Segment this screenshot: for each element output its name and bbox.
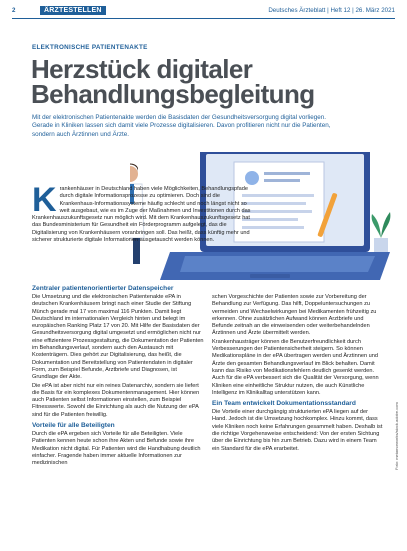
paragraph: Krankenhausträger können die Benutzerfreundlichkeit durch Verbesserungen der Patientensicherheit steigern. So können Medikationspläne in der ePA übertragen werden und Ärztinnen und Ärzte den gesamten Behandlungsverlauf im Blick behalten. Damit kann das Risiko von Medikationsfehlern deutlich gesenkt werden. Auch für die ePA verbessert sich die Qualität der Versorgung, wenn Kliniken eine einheitliche Struktur nutzen, die auch Künstliche Intelligenz im Klinikalltag unterstützen kann. <box>212 338 379 396</box>
intro-text: rankenhäuser in Deutschland haben viele Möglichkeiten, Behandlungspfade durch digitale Informationsprozesse zu optimieren. Doch sind die Krankenhaus-Informationssysteme häufig schlecht und noch längst nicht so weit ausgebaut, wie es im Zuge der Maßnahmen und Investitionen durch das Krankenhauszukunftsgesetz nun möglich wird. Mit dem Krankenhauszukunftsgesetz hat das Bundesministerium für Gesundheit ein Förderprogramm aufgelegt, das die Digitalisierung von Krankenhäusern voranbringen soll. Das heißt, dass künftig mehr und sicherer strukturierte digitale Informationen ausgetauscht werden können. <box>32 186 251 244</box>
paragraph: Die Vorteile einer durchgängig strukturierten ePA liegen auf der Hand. Jedoch ist die Umsetzung hochkomplex. Hinzu kommt, dass viele Kliniken noch keine Erfahrungen gesammelt haben. Deshalb ist die richtige Vorgehensweise entscheidend: Von der ersten Sichtung über die Einrichtung bis hin zum Betrieb. Dazu wird in einem Team ein Standard für die ePA erarbeitet. <box>212 409 383 452</box>
paragraph: schen Vorgeschichte der Patienten sowie zur Vorbereitung der Behandlung zur Verfügung. Das hilft, Doppeluntersuchungen zu vermeiden und Wechselwirkungen bei Medikamenten frühzeitig zu erkennen. Ohne zusätzlichen Aufwand können Arztbriefe und Befunde zeitnah an die einweisenden oder weiterbehandelnden Ärztinnen und Ärzte übermittelt werden. <box>212 294 377 337</box>
issue-info: Deutsches Ärzteblatt | Heft 12 | 26. März 2021 <box>268 6 395 14</box>
header-rule <box>12 18 395 19</box>
paragraph: Die ePA ist aber nicht nur ein reines Datenarchiv, sondern sie liefert die Basis für ein komplexes Dokumentenmanagement. Hier können auch Patienten selbst Informationen einstellen, zum Beispiel Fitnesswerte. Sowohl die Einrichtung als auch die Nutzung der ePA sind für die Patienten freiwillig. <box>32 382 200 418</box>
paragraph: Die Umsetzung und die elektronischen Patientenakte ePA in deutschen Krankenhäusern bringt nach einer Studie der Stiftung Münch gerade mal 17 von maximal 116 Punkten. Damit liegt Deutschland im internationalen Vergleich hinten und belegt im europäischen Ranking Platz 17 von 20. Mit Hilfe der Basisdaten der Gesundheitsversorgung digital umgesetzt und ermöglichen nicht nur eine effizientere Prozessgestaltung, die Dokumentation der Patienten im Behandlungsverlauf, sondern auch den Austausch mit Kostenträgern. Dies gehört zur Digitalisierung, das heißt, die Dokumentation und Bereitstellung von Patientendaten in digitaler Form, zum Beispiel Befunde, Arztbriefe und Diagnosen, ist Grundlage der Akte. <box>32 294 204 381</box>
subheading: Vorteile für alle Beteiligten <box>32 422 115 430</box>
photo-credit: Foto: metamorworks/stock.adobe.com <box>394 402 399 470</box>
brand-logo: ÄRZTESTELLEN <box>40 6 106 15</box>
subheading: Zentraler patientenorientierter Datenspeicher <box>32 285 174 292</box>
page-header <box>12 4 395 16</box>
text-column-left <box>32 282 204 469</box>
page-number: 2 <box>12 6 16 14</box>
kicker: ELEKTRONISCHE PATIENTENAKTE <box>32 44 148 51</box>
subheading: Ein Team entwickelt Dokumentationsstandard <box>212 400 356 408</box>
paragraph: Durch die ePA ergeben sich Vorteile für alle Beteiligten. Viele Patienten kennen heute schon ihre Akten und Befunde sowie ihre Medikation nicht digital. Für Patienten wird die Handhabung deutlich einfacher. Fragende haben immer aktuelle Informationen zur medizinischen <box>32 431 201 467</box>
article-title: Herzstück digitaler Behandlungsbegleitung <box>31 54 315 109</box>
text-column-right <box>212 294 384 454</box>
drop-cap: K <box>32 181 57 219</box>
intro-paragraph <box>32 181 252 244</box>
article-lead: Mit der elektronischen Patientenakte werden die Basisdaten der Gesundheitsversorgung digital vorliegen. Gerade in Kliniken lassen sich damit viele Prozesse digitalisieren. Davon profitieren nicht nur die Patienten, sondern auch Ärztinnen und Ärzte. <box>32 114 331 138</box>
